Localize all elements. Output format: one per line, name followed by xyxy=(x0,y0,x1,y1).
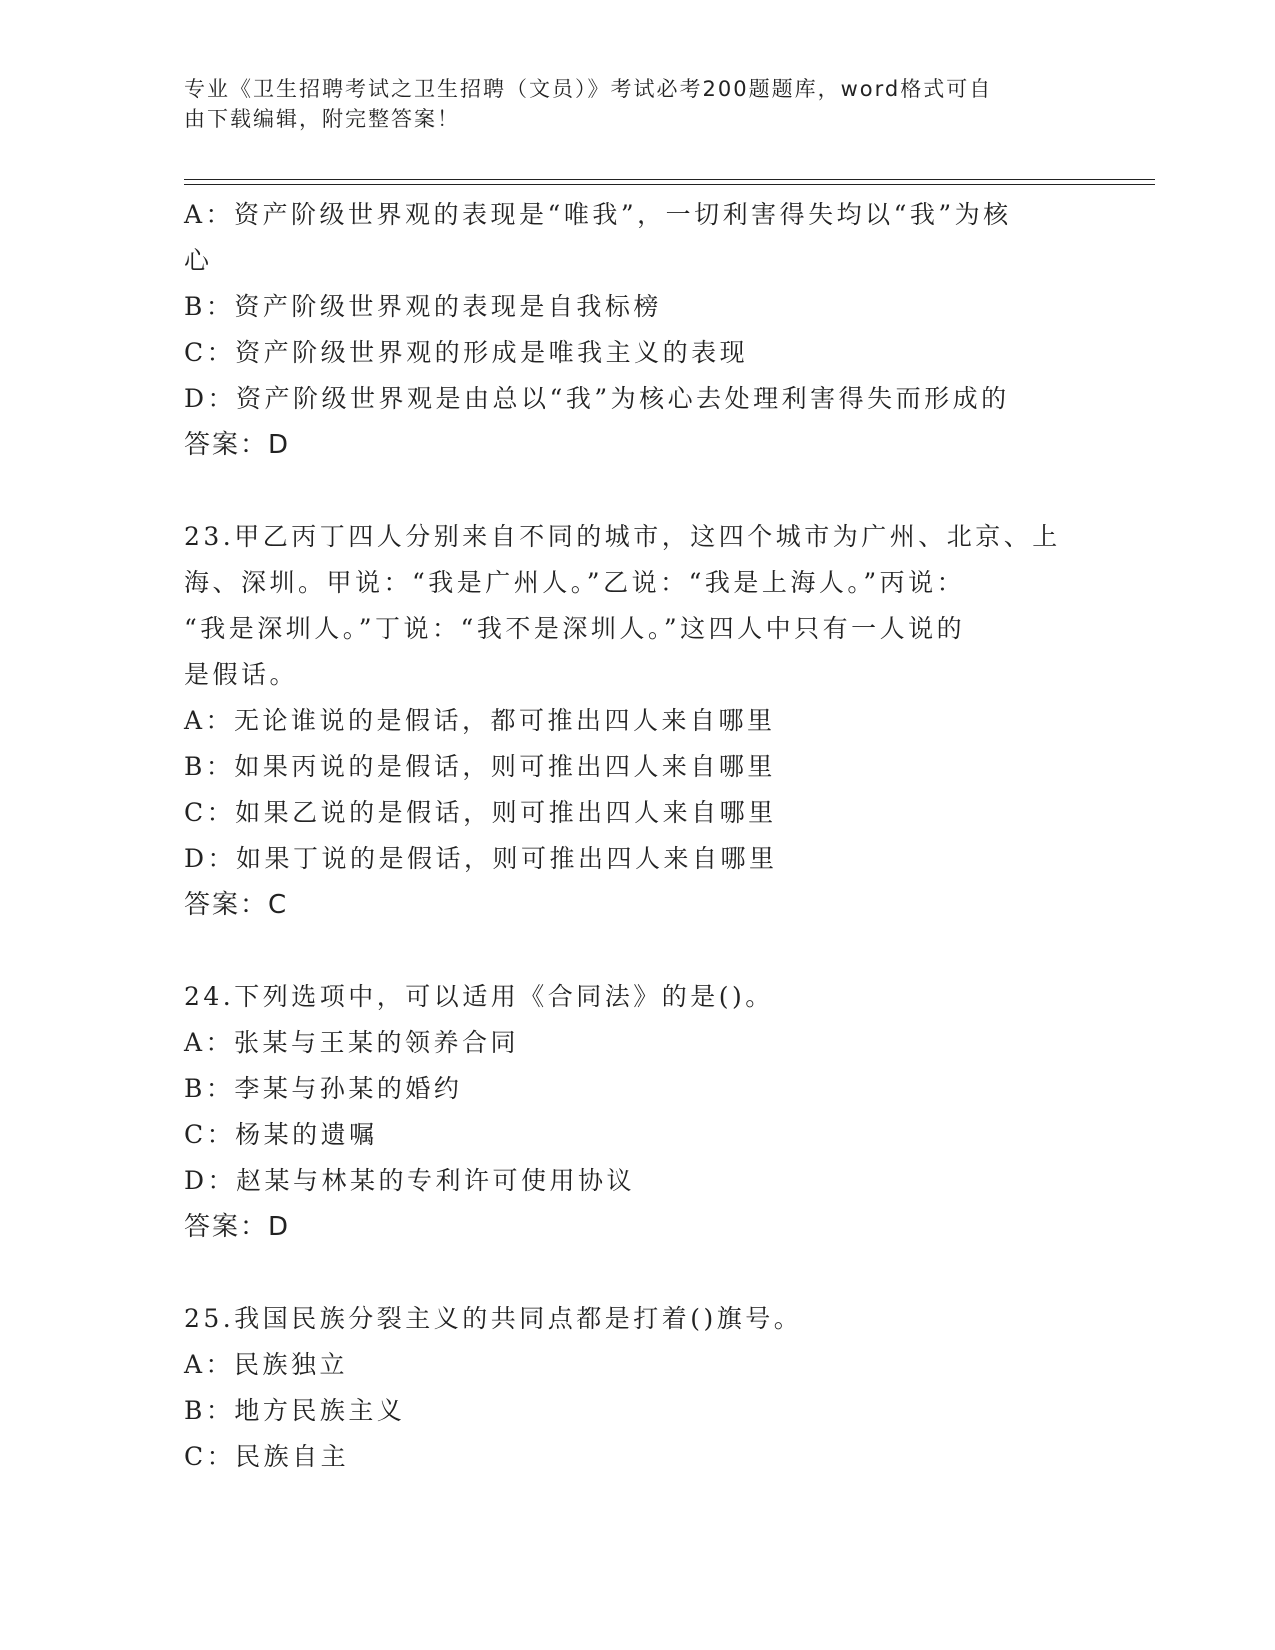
question-24 xyxy=(184,974,1084,1250)
answer: 答案：D xyxy=(184,1212,291,1242)
option-d: D：资产阶级世界观是由总以“我”为核心去处理利害得失而形成的 xyxy=(184,384,1010,413)
question-25 xyxy=(184,1296,1084,1480)
option-a: A：民族独立 xyxy=(184,1350,349,1379)
option-c: C：如果乙说的是假话，则可推出四人来自哪里 xyxy=(184,798,777,827)
header-line-1: 专业《卫生招聘考试之卫生招聘（文员）》考试必考200题题库，word格式可自 xyxy=(184,77,993,101)
option-c: C：民族自主 xyxy=(184,1442,350,1471)
option-a-line-2: 心 xyxy=(184,246,213,275)
option-a: A：无论谁说的是假话，都可推出四人来自哪里 xyxy=(184,706,776,735)
option-a-line-1: A：资产阶级世界观的表现是“唯我”，一切利害得失均以“我”为核 xyxy=(184,200,1012,229)
question-stem-line-3: “我是深圳人。”丁说：“我不是深圳人。”这四人中只有一人说的 xyxy=(184,614,966,643)
option-c: C：杨某的遗嘱 xyxy=(184,1120,378,1149)
header-divider-bottom xyxy=(184,184,1155,185)
question-22 xyxy=(184,192,1084,468)
option-d: D：赵某与林某的专利许可使用协议 xyxy=(184,1166,636,1195)
header-divider-top xyxy=(184,179,1155,180)
document-header xyxy=(184,74,1064,134)
answer: 答案：C xyxy=(184,890,289,920)
option-b: B：如果丙说的是假话，则可推出四人来自哪里 xyxy=(184,752,776,781)
spacer xyxy=(184,928,1084,974)
option-c: C：资产阶级世界观的形成是唯我主义的表现 xyxy=(184,338,749,367)
question-stem-line-4: 是假话。 xyxy=(184,660,299,689)
question-stem-line-1: 23.甲乙丙丁四人分别来自不同的城市，这四个城市为广州、北京、上 xyxy=(184,522,1061,551)
question-stem: 25.我国民族分裂主义的共同点都是打着()旗号。 xyxy=(184,1304,803,1333)
option-b: B：李某与孙某的婚约 xyxy=(184,1074,463,1103)
question-list xyxy=(184,192,1084,1480)
question-23 xyxy=(184,514,1084,928)
question-stem: 24.下列选项中，可以适用《合同法》的是()。 xyxy=(184,982,774,1011)
option-b: B：地方民族主义 xyxy=(184,1396,406,1425)
question-stem-line-2: 海、深圳。甲说：“我是广州人。”乙说：“我是上海人。”丙说： xyxy=(184,568,966,597)
answer: 答案：D xyxy=(184,430,291,460)
option-b: B：资产阶级世界观的表现是自我标榜 xyxy=(184,292,662,321)
spacer xyxy=(184,468,1084,514)
option-a: A：张某与王某的领养合同 xyxy=(184,1028,520,1057)
option-d: D：如果丁说的是假话，则可推出四人来自哪里 xyxy=(184,844,778,873)
spacer xyxy=(184,1250,1084,1296)
header-line-2: 由下载编辑，附完整答案！ xyxy=(184,107,460,131)
